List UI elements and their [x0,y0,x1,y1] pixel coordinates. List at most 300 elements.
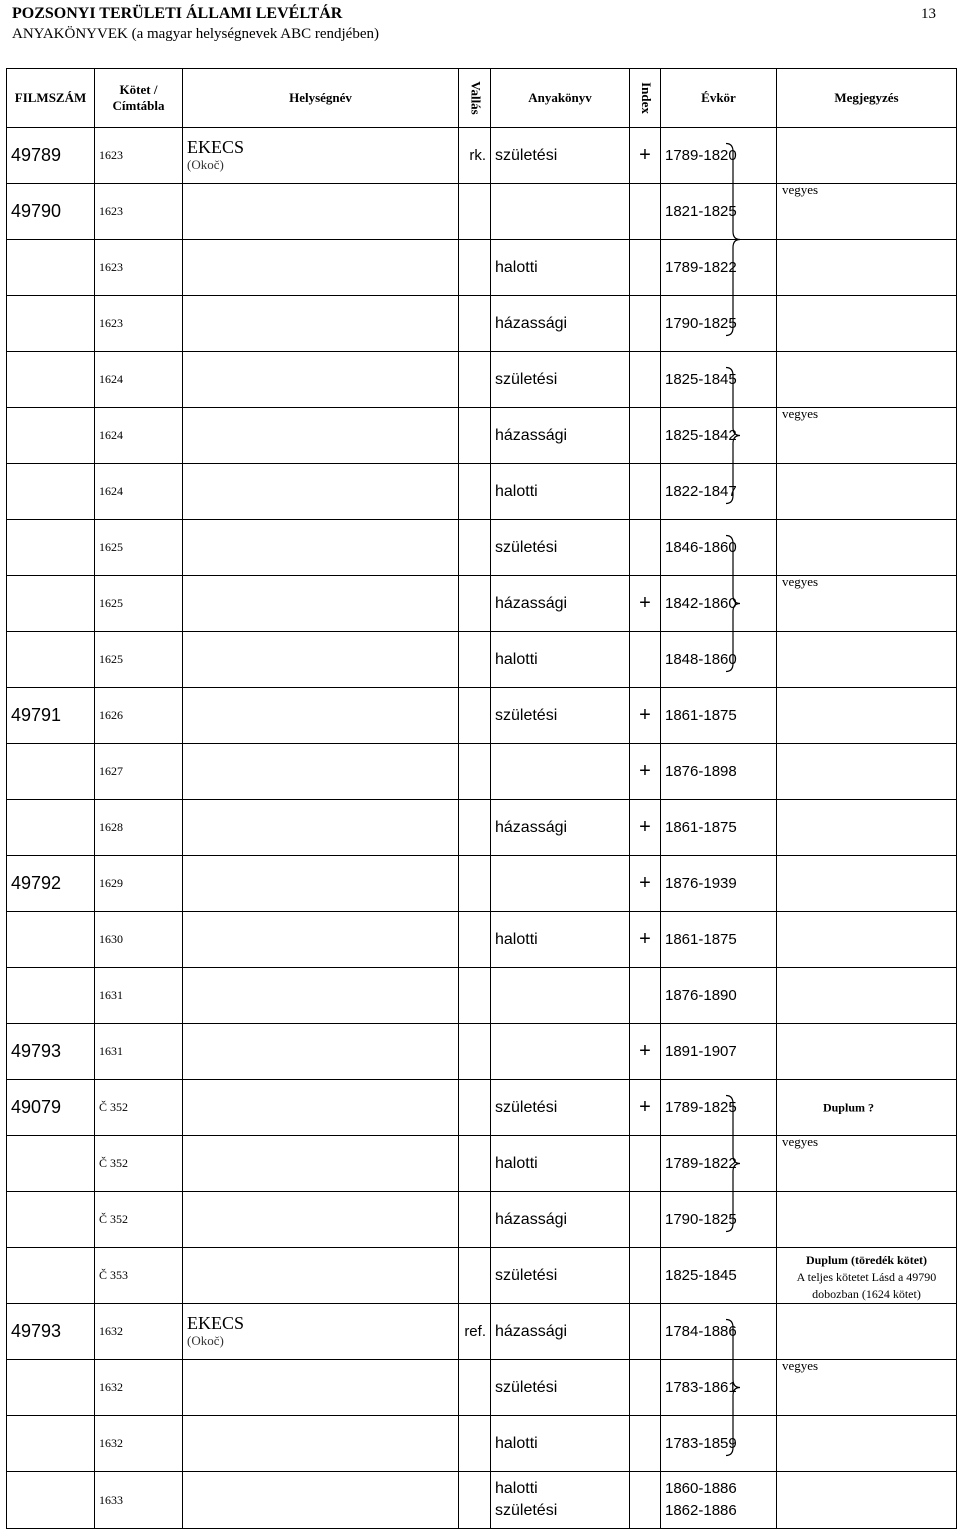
register-cell [491,1024,630,1080]
note-cell [777,688,957,744]
table-row [7,464,957,520]
year-range: 1825-1845 [665,370,737,388]
year-cell [661,240,777,296]
place-cell [183,1248,459,1304]
place-cell [183,1304,459,1360]
index-cell [630,128,661,184]
volume-number-text: 1631 [99,1044,123,1058]
col-anyakonyv: Anyakönyv [491,69,630,128]
film-number [7,912,95,968]
religion-cell [459,632,491,688]
film-number [7,576,95,632]
note-cell [777,1360,957,1416]
religion-text: ref. [464,1323,486,1340]
religion-cell [459,688,491,744]
film-number [7,800,95,856]
note-cell [777,520,957,576]
place-name-slovak: (Okoč) [187,156,224,172]
religion-cell [459,128,491,184]
note-cell [777,1416,957,1472]
table-row [7,1360,957,1416]
register-table [6,68,957,1529]
table-row [7,968,957,1024]
year-cell [661,408,777,464]
year-cell [661,184,777,240]
year-range: 1784-1886 [665,1322,737,1340]
religion-cell [459,1416,491,1472]
year-cell [661,1136,777,1192]
religion-cell [459,184,491,240]
register-cell [491,1416,630,1472]
table-row [7,1080,957,1136]
place-cell [183,1024,459,1080]
register-cell [491,856,630,912]
index-cell [630,1192,661,1248]
year-cell [661,688,777,744]
year-cell [661,352,777,408]
film-number-text: 49792 [11,873,62,893]
register-cell [491,744,630,800]
film-number-text: 49793 [11,1041,62,1061]
year-range: 1860-1886 [665,1480,737,1497]
volume-number [95,1248,183,1304]
note-cell [777,1136,957,1192]
note-cell [777,128,957,184]
register-type: halotti [495,482,538,500]
register-type: házassági [495,1322,568,1340]
film-number [7,128,95,184]
index-cell [630,856,661,912]
register-type: halotti [495,258,538,276]
volume-number-text: 1631 [99,988,123,1002]
index-mark: + [639,1040,651,1062]
year-cell [661,744,777,800]
table-row [7,296,957,352]
table-row [7,688,957,744]
register-cell [491,912,630,968]
note-cell [777,296,957,352]
place-cell [183,1192,459,1248]
note-cell [777,184,957,240]
register-type: házassági [495,426,568,444]
volume-number [95,352,183,408]
note-cell [777,1192,957,1248]
table-row [7,520,957,576]
place-name: EKECS [187,136,245,157]
register-type: házassági [495,314,568,332]
religion-cell [459,464,491,520]
film-number [7,968,95,1024]
index-cell [630,408,661,464]
index-cell [630,632,661,688]
volume-number-text: 1627 [99,764,123,778]
duplicate-fragment-text: A teljes kötetet Lásd a 49790 dobozban (1624 kötet) [796,1270,937,1301]
volume-number-text: 1632 [99,1324,123,1338]
index-cell [630,1024,661,1080]
religion-text: rk. [469,147,486,164]
register-type: születési [495,146,558,164]
film-number [7,632,95,688]
table-row [7,1136,957,1192]
col-helysegnev: Helységnév [183,69,459,128]
religion-cell [459,408,491,464]
header-row [7,69,957,128]
volume-number-text: 1629 [99,876,123,890]
film-number [7,184,95,240]
volume-number-text: 1624 [99,428,123,442]
volume-number [95,1416,183,1472]
place-cell [183,520,459,576]
index-cell [630,240,661,296]
place-cell [183,688,459,744]
duplicate-fragment-note [777,1252,956,1303]
place-cell [183,408,459,464]
year-cell [661,1472,777,1529]
table-row [7,1472,957,1529]
register-cell [491,1192,630,1248]
year-range: 1789-1825 [665,1098,737,1116]
register-type: születési [495,1378,558,1396]
volume-number-text: 1632 [99,1380,123,1394]
index-mark: + [639,704,651,726]
film-number [7,1136,95,1192]
year-range: 1783-1861 [665,1378,737,1396]
volume-number [95,1080,183,1136]
document-header [12,4,379,44]
religion-cell [459,912,491,968]
register-cell [491,632,630,688]
place-cell [183,1416,459,1472]
religion-cell [459,1024,491,1080]
year-cell [661,1192,777,1248]
religion-cell [459,968,491,1024]
table-row [7,576,957,632]
index-cell [630,688,661,744]
index-cell [630,1472,661,1529]
register-cell [491,464,630,520]
place-cell [183,632,459,688]
archive-title: POZSONYI TERÜLETI ÁLLAMI LEVÉLTÁR [12,5,343,22]
religion-cell [459,800,491,856]
volume-number-text: 1625 [99,652,123,666]
volume-number [95,184,183,240]
index-cell [630,1360,661,1416]
place-cell [183,800,459,856]
volume-number [95,800,183,856]
film-number [7,1192,95,1248]
film-number [7,1080,95,1136]
year-cell [661,464,777,520]
note-cell [777,632,957,688]
index-mark: + [639,1096,651,1118]
film-number-text: 49789 [11,145,62,165]
table-row [7,408,957,464]
table-row [7,1304,957,1360]
note-cell [777,464,957,520]
register-type: házassági [495,1210,568,1228]
film-number [7,240,95,296]
film-number-text: 49790 [11,201,62,221]
table-row [7,744,957,800]
volume-number [95,912,183,968]
register-cell [491,520,630,576]
place-cell [183,968,459,1024]
place-cell [183,1472,459,1529]
place-cell [183,464,459,520]
note-text: vegyes [782,575,819,589]
index-cell [630,1136,661,1192]
register-cell [491,800,630,856]
volume-number-text: Č 353 [99,1268,129,1282]
place-cell [183,744,459,800]
year-cell [661,1080,777,1136]
volume-number [95,1136,183,1192]
volume-number-text: 1625 [99,596,123,610]
year-range: 1825-1845 [665,1266,737,1284]
note-cell [777,856,957,912]
register-type: születési [495,370,558,388]
index-cell [630,800,661,856]
table-row [7,800,957,856]
year-range: 1861-1875 [665,818,737,836]
religion-cell [459,576,491,632]
index-cell [630,744,661,800]
register-cell [491,968,630,1024]
index-mark: + [639,592,651,614]
index-cell [630,1248,661,1304]
table-row [7,128,957,184]
note-cell [777,968,957,1024]
table-row [7,1024,957,1080]
place-cell [183,352,459,408]
year-range: 1842-1860 [665,594,737,612]
year-cell [661,296,777,352]
religion-cell [459,1248,491,1304]
volume-number-text: 1623 [99,148,123,162]
place-cell [183,184,459,240]
volume-number [95,464,183,520]
register-type: halotti [495,650,538,668]
note-text: vegyes [782,407,819,421]
year-range: 1891-1907 [665,1042,737,1060]
index-cell [630,184,661,240]
year-cell [661,128,777,184]
table-row [7,632,957,688]
volume-number [95,1472,183,1529]
duplicate-fragment-title: Duplum (töredék kötet) [805,1253,928,1267]
index-mark: + [639,144,651,166]
place-cell [183,296,459,352]
note-cell [777,240,957,296]
religion-cell [459,520,491,576]
index-cell [630,352,661,408]
note-cell [777,912,957,968]
place-cell [183,240,459,296]
film-number [7,352,95,408]
volume-number [95,632,183,688]
col-index [630,69,661,128]
year-range: 1876-1890 [665,986,737,1004]
note-cell [777,408,957,464]
year-range: 1790-1825 [665,1210,737,1228]
register-cell [491,1304,630,1360]
religion-cell [459,352,491,408]
volume-number-text: 1633 [99,1492,123,1507]
table-row [7,912,957,968]
film-number [7,296,95,352]
religion-cell [459,1472,491,1529]
volume-number [95,1304,183,1360]
year-cell [661,968,777,1024]
film-number [7,464,95,520]
volume-number [95,128,183,184]
place-cell [183,1080,459,1136]
col-vallas [459,69,491,128]
col-megjegyzes: Megjegyzés [777,69,957,128]
volume-number-text: 1630 [99,932,123,946]
note-cell [777,1024,957,1080]
note-text: vegyes [782,183,819,197]
religion-cell [459,1136,491,1192]
register-cell [491,240,630,296]
religion-cell [459,296,491,352]
year-cell [661,1248,777,1304]
index-cell [630,912,661,968]
note-cell [777,1472,957,1529]
register-cell [491,1136,630,1192]
register-cell [491,1248,630,1304]
film-number [7,744,95,800]
register-cell [491,184,630,240]
note-cell [777,352,957,408]
index-cell [630,296,661,352]
film-number-text: 49079 [11,1097,62,1117]
place-name: EKECS [187,1312,245,1333]
register-cell [491,352,630,408]
register-cell [491,576,630,632]
volume-number-text: 1624 [99,484,123,498]
index-cell [630,1416,661,1472]
year-cell [661,912,777,968]
year-range: 1790-1825 [665,314,737,332]
film-number [7,408,95,464]
place-cell [183,1360,459,1416]
register-cell [491,688,630,744]
year-cell [661,632,777,688]
year-cell [661,800,777,856]
religion-cell [459,1080,491,1136]
volume-number [95,1192,183,1248]
register-cell [491,408,630,464]
film-number [7,1360,95,1416]
year-range: 1789-1822 [665,258,737,276]
volume-number-text: 1625 [99,540,123,554]
film-number-text: 49791 [11,705,62,725]
volume-number-text: 1624 [99,372,123,386]
page-number: 13 [921,6,936,22]
year-cell [661,1024,777,1080]
place-cell [183,856,459,912]
religion-cell [459,1360,491,1416]
note-text: vegyes [782,1135,819,1149]
year-range: 1825-1842 [665,426,737,444]
note-text: vegyes [782,1359,819,1373]
year-cell [661,576,777,632]
film-number [7,1304,95,1360]
place-cell [183,1136,459,1192]
volume-number [95,520,183,576]
year-cell [661,1304,777,1360]
register-type: házassági [495,594,568,612]
col-filmszam: FILMSZÁM [7,69,95,128]
volume-number-text: 1623 [99,316,123,330]
note-cell [777,1304,957,1360]
register-cell [491,1472,630,1529]
religion-cell [459,1304,491,1360]
film-number [7,856,95,912]
year-range: 1789-1820 [665,146,737,164]
volume-number-text: 1623 [99,260,123,274]
volume-number-text: 1628 [99,820,123,834]
film-number [7,1416,95,1472]
table-row [7,1248,957,1304]
year-range: 1876-1939 [665,874,737,892]
volume-number-text: Č 352 [99,1212,129,1226]
volume-number [95,856,183,912]
index-cell [630,968,661,1024]
table-row [7,1192,957,1248]
register-cell [491,296,630,352]
volume-number [95,240,183,296]
year-range: 1783-1859 [665,1434,737,1452]
place-cell [183,128,459,184]
index-mark: + [639,872,651,894]
year-range: 1848-1860 [665,650,737,668]
volume-number [95,688,183,744]
table-row [7,1416,957,1472]
register-subtitle: ANYAKÖNYVEK (a magyar helységnevek ABC rendjében) [12,26,379,42]
film-number [7,520,95,576]
index-cell [630,1304,661,1360]
col-kotet: Kötet / Címtábla [95,69,183,128]
register-type: halotti [495,930,538,948]
note-cell [777,1248,957,1304]
year-cell [661,1416,777,1472]
table-row [7,856,957,912]
year-range: 1861-1875 [665,930,737,948]
index-cell [630,520,661,576]
film-number [7,1472,95,1529]
volume-number [95,1360,183,1416]
year-range: 1821-1825 [665,202,737,220]
religion-cell [459,1192,491,1248]
year-cell [661,856,777,912]
film-number [7,1248,95,1304]
col-index-label: Index [638,82,654,114]
index-mark: + [639,816,651,838]
table-row [7,240,957,296]
volume-number-text: 1632 [99,1436,123,1450]
volume-number [95,1024,183,1080]
volume-number [95,296,183,352]
register-type: halotti [495,1480,538,1497]
year-cell [661,520,777,576]
note-cell [777,576,957,632]
table-row [7,184,957,240]
year-range-2: 1862-1886 [665,1502,737,1519]
register-cell [491,1080,630,1136]
religion-cell [459,240,491,296]
